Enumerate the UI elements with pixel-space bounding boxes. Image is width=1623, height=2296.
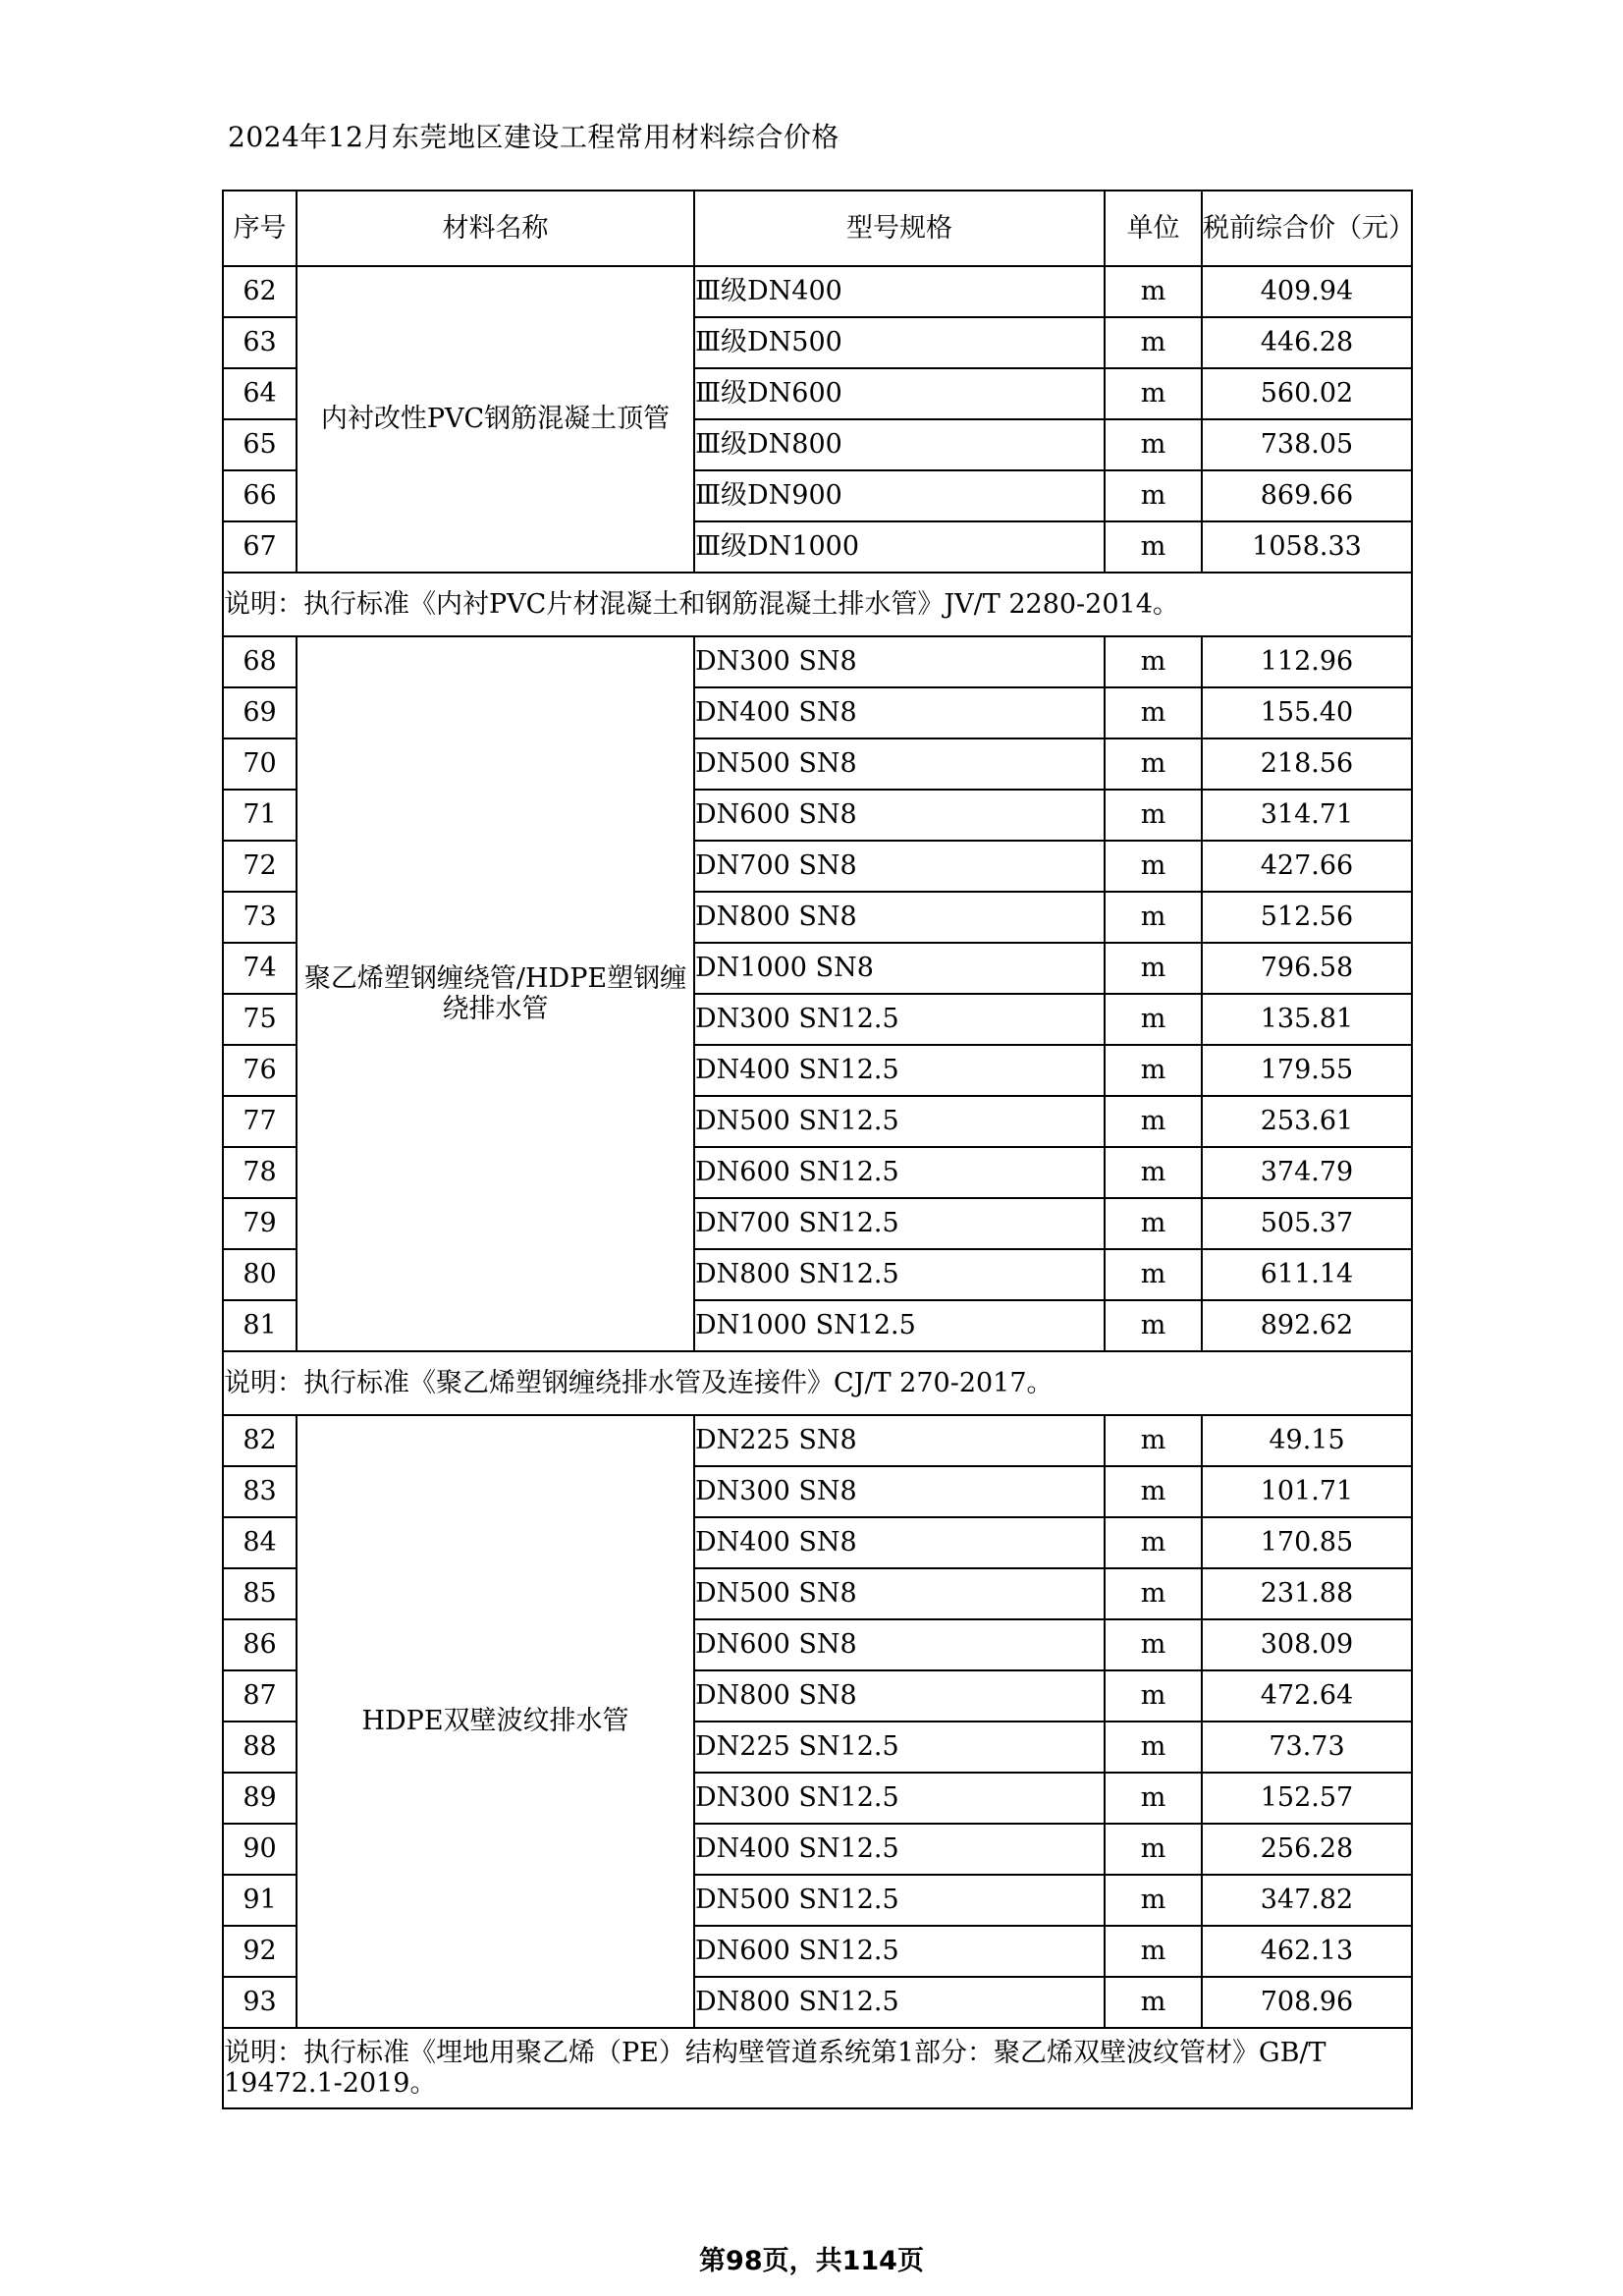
unit-cell: m: [1105, 470, 1202, 521]
unit-cell: m: [1105, 687, 1202, 738]
price-cell: 869.66: [1202, 470, 1412, 521]
header-spec: 型号规格: [694, 191, 1105, 266]
row-number: 74: [223, 943, 297, 994]
row-number: 62: [223, 266, 297, 317]
spec-cell: DN600 SN12.5: [694, 1926, 1105, 1977]
unit-cell: m: [1105, 636, 1202, 687]
price-cell: 101.71: [1202, 1466, 1412, 1517]
price-cell: 374.79: [1202, 1147, 1412, 1198]
price-cell: 409.94: [1202, 266, 1412, 317]
table-header-row: [223, 191, 1412, 266]
table-row: [223, 1415, 1412, 1466]
unit-cell: m: [1105, 1670, 1202, 1722]
row-number: 70: [223, 738, 297, 790]
unit-cell: m: [1105, 1147, 1202, 1198]
material-name: HDPE双壁波纹排水管: [297, 1415, 694, 2028]
spec-cell: Ⅲ级DN400: [694, 266, 1105, 317]
price-cell: 796.58: [1202, 943, 1412, 994]
price-cell: 155.40: [1202, 687, 1412, 738]
row-number: 64: [223, 368, 297, 419]
spec-cell: DN800 SN8: [694, 892, 1105, 943]
unit-cell: m: [1105, 738, 1202, 790]
price-cell: 170.85: [1202, 1517, 1412, 1568]
price-cell: 892.62: [1202, 1300, 1412, 1351]
spec-cell: DN225 SN8: [694, 1415, 1105, 1466]
header-name: 材料名称: [297, 191, 694, 266]
spec-cell: DN500 SN8: [694, 1568, 1105, 1619]
row-number: 69: [223, 687, 297, 738]
unit-cell: m: [1105, 1773, 1202, 1824]
row-number: 80: [223, 1249, 297, 1300]
header-no: 序号: [223, 191, 297, 266]
note-row: [223, 573, 1412, 636]
price-cell: 73.73: [1202, 1722, 1412, 1773]
row-number: 65: [223, 419, 297, 470]
price-cell: 308.09: [1202, 1619, 1412, 1670]
row-number: 91: [223, 1875, 297, 1926]
row-number: 66: [223, 470, 297, 521]
spec-cell: DN300 SN12.5: [694, 1773, 1105, 1824]
unit-cell: m: [1105, 1568, 1202, 1619]
price-cell: 256.28: [1202, 1824, 1412, 1875]
spec-cell: Ⅲ级DN900: [694, 470, 1105, 521]
price-cell: 708.96: [1202, 1977, 1412, 2028]
spec-cell: DN1000 SN12.5: [694, 1300, 1105, 1351]
price-cell: 314.71: [1202, 790, 1412, 841]
unit-cell: m: [1105, 1875, 1202, 1926]
price-cell: 49.15: [1202, 1415, 1412, 1466]
price-cell: 231.88: [1202, 1568, 1412, 1619]
price-cell: 560.02: [1202, 368, 1412, 419]
price-cell: 253.61: [1202, 1096, 1412, 1147]
spec-cell: DN800 SN8: [694, 1670, 1105, 1722]
row-number: 72: [223, 841, 297, 892]
unit-cell: m: [1105, 892, 1202, 943]
price-cell: 512.56: [1202, 892, 1412, 943]
page-number: 第98页，共114页: [699, 2246, 924, 2276]
spec-cell: DN600 SN8: [694, 1619, 1105, 1670]
material-name: 聚乙烯塑钢缠绕管/HDPE塑钢缠绕排水管: [297, 636, 694, 1351]
header-price: 税前综合价（元）: [1202, 191, 1412, 266]
header-unit: 单位: [1105, 191, 1202, 266]
spec-cell: Ⅲ级DN800: [694, 419, 1105, 470]
price-cell: 462.13: [1202, 1926, 1412, 1977]
unit-cell: m: [1105, 994, 1202, 1045]
row-number: 67: [223, 521, 297, 573]
spec-cell: DN800 SN12.5: [694, 1249, 1105, 1300]
row-number: 76: [223, 1045, 297, 1096]
price-cell: 112.96: [1202, 636, 1412, 687]
price-cell: 179.55: [1202, 1045, 1412, 1096]
spec-cell: DN600 SN8: [694, 790, 1105, 841]
row-number: 82: [223, 1415, 297, 1466]
price-cell: 347.82: [1202, 1875, 1412, 1926]
unit-cell: m: [1105, 419, 1202, 470]
unit-cell: m: [1105, 943, 1202, 994]
unit-cell: m: [1105, 1722, 1202, 1773]
unit-cell: m: [1105, 1045, 1202, 1096]
price-cell: 611.14: [1202, 1249, 1412, 1300]
price-table: [222, 190, 1413, 2109]
standard-note: 说明：执行标准《聚乙烯塑钢缠绕排水管及连接件》CJ/T 270-2017。: [223, 1351, 1412, 1415]
row-number: 79: [223, 1198, 297, 1249]
price-cell: 738.05: [1202, 419, 1412, 470]
spec-cell: DN400 SN8: [694, 687, 1105, 738]
unit-cell: m: [1105, 1619, 1202, 1670]
table-row: [223, 266, 1412, 317]
unit-cell: m: [1105, 1249, 1202, 1300]
spec-cell: DN1000 SN8: [694, 943, 1105, 994]
unit-cell: m: [1105, 841, 1202, 892]
standard-note: 说明：执行标准《埋地用聚乙烯（PE）结构壁管道系统第1部分：聚乙烯双壁波纹管材》GB/T 19472.1-2019。: [223, 2028, 1412, 2108]
unit-cell: m: [1105, 1926, 1202, 1977]
material-name: 内衬改性PVC钢筋混凝土顶管: [297, 266, 694, 573]
unit-cell: m: [1105, 1466, 1202, 1517]
unit-cell: m: [1105, 1300, 1202, 1351]
unit-cell: m: [1105, 790, 1202, 841]
row-number: 87: [223, 1670, 297, 1722]
spec-cell: DN225 SN12.5: [694, 1722, 1105, 1773]
row-number: 84: [223, 1517, 297, 1568]
row-number: 88: [223, 1722, 297, 1773]
spec-cell: DN500 SN12.5: [694, 1875, 1105, 1926]
row-number: 93: [223, 1977, 297, 2028]
table-body: [223, 266, 1412, 2108]
row-number: 73: [223, 892, 297, 943]
unit-cell: m: [1105, 1517, 1202, 1568]
row-number: 63: [223, 317, 297, 368]
row-number: 78: [223, 1147, 297, 1198]
spec-cell: Ⅲ级DN600: [694, 368, 1105, 419]
spec-cell: Ⅲ级DN1000: [694, 521, 1105, 573]
row-number: 85: [223, 1568, 297, 1619]
spec-cell: DN300 SN12.5: [694, 994, 1105, 1045]
row-number: 77: [223, 1096, 297, 1147]
row-number: 89: [223, 1773, 297, 1824]
unit-cell: m: [1105, 1977, 1202, 2028]
unit-cell: m: [1105, 521, 1202, 573]
row-number: 90: [223, 1824, 297, 1875]
table-row: [223, 636, 1412, 687]
spec-cell: DN700 SN8: [694, 841, 1105, 892]
spec-cell: DN500 SN8: [694, 738, 1105, 790]
row-number: 83: [223, 1466, 297, 1517]
row-number: 81: [223, 1300, 297, 1351]
price-cell: 427.66: [1202, 841, 1412, 892]
spec-cell: DN400 SN12.5: [694, 1045, 1105, 1096]
spec-cell: DN300 SN8: [694, 1466, 1105, 1517]
price-cell: 446.28: [1202, 317, 1412, 368]
spec-cell: DN400 SN8: [694, 1517, 1105, 1568]
unit-cell: m: [1105, 1198, 1202, 1249]
spec-cell: DN600 SN12.5: [694, 1147, 1105, 1198]
spec-cell: Ⅲ级DN500: [694, 317, 1105, 368]
unit-cell: m: [1105, 1096, 1202, 1147]
row-number: 71: [223, 790, 297, 841]
price-cell: 218.56: [1202, 738, 1412, 790]
unit-cell: m: [1105, 317, 1202, 368]
unit-cell: m: [1105, 1415, 1202, 1466]
row-number: 68: [223, 636, 297, 687]
row-number: 75: [223, 994, 297, 1045]
document-title: 2024年12月东莞地区建设工程常用材料综合价格: [228, 121, 839, 153]
price-cell: 135.81: [1202, 994, 1412, 1045]
row-number: 86: [223, 1619, 297, 1670]
unit-cell: m: [1105, 1824, 1202, 1875]
note-row: [223, 1351, 1412, 1415]
spec-cell: DN400 SN12.5: [694, 1824, 1105, 1875]
price-cell: 152.57: [1202, 1773, 1412, 1824]
price-cell: 472.64: [1202, 1670, 1412, 1722]
spec-cell: DN300 SN8: [694, 636, 1105, 687]
unit-cell: m: [1105, 368, 1202, 419]
price-cell: 1058.33: [1202, 521, 1412, 573]
unit-cell: m: [1105, 266, 1202, 317]
standard-note: 说明：执行标准《内衬PVC片材混凝土和钢筋混凝土排水管》JV/T 2280-2014。: [223, 573, 1412, 636]
row-number: 92: [223, 1926, 297, 1977]
spec-cell: DN500 SN12.5: [694, 1096, 1105, 1147]
spec-cell: DN800 SN12.5: [694, 1977, 1105, 2028]
price-cell: 505.37: [1202, 1198, 1412, 1249]
spec-cell: DN700 SN12.5: [694, 1198, 1105, 1249]
note-row: [223, 2028, 1412, 2108]
